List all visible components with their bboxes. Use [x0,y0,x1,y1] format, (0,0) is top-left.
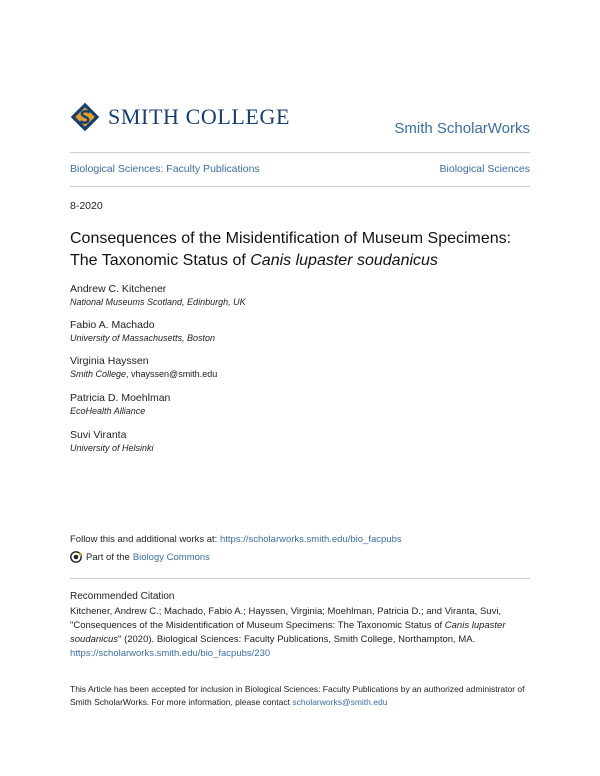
collection-link[interactable]: Biological Sciences: Faculty Publications [70,163,260,175]
author-entry [70,354,217,381]
part-of-prefix: Part of the [86,551,130,563]
logo-wordmark: SMITH COLLEGE [108,104,290,129]
author-affiliation: National Museums Scotland, Edinburgh, UK [70,297,246,307]
header-divider [70,152,530,153]
citation-part-1: Kitchener, Andrew C.; Machado, Fabio A.; Hayssen, Virginia; Moehlman, Patricia D.; and Viranta, Suvi, "Consequences of the Misidentification of Museum Specimens: The Taxonomic Status of [70,606,502,631]
follow-text: Follow this and additional works at: [70,534,220,545]
follow-line [70,534,402,545]
citation-divider [70,578,530,579]
author-affiliation: Smith College [70,369,127,379]
author-entry [70,428,154,455]
author-entry [70,318,215,345]
author-entry [70,282,246,309]
publication-date: 8-2020 [70,200,103,212]
author-name: Suvi Viranta [70,429,127,441]
footer-notice [70,683,530,709]
nav-divider [70,186,530,187]
author-affiliation-line [70,368,217,381]
title-line-2-prefix: The Taxonomic Status of [70,252,251,269]
author-name: Andrew C. Kitchener [70,283,167,295]
author-affiliation: EcoHealth Alliance [70,406,146,416]
citation-text [70,605,530,661]
title-line-1: Consequences of the Misidentification of Museum Specimens: [70,230,512,247]
contact-email-link[interactable]: scholarworks@smith.edu [292,697,388,707]
biology-commons-link[interactable]: Biology Commons [132,551,210,563]
title-species-name: Canis lupaster soudanicus [250,252,438,269]
footer-text: This Article has been accepted for inclusion in Biological Sciences: Faculty Publications by an authorized administrator of Smith ScholarWorks. For more information, please contact [70,684,525,707]
author-affiliation: University of Helsinki [70,443,154,453]
author-name: Virginia Hayssen [70,355,149,367]
recommended-citation-heading: Recommended Citation [70,591,175,602]
author-entry [70,391,170,418]
smith-college-logo[interactable] [70,97,290,137]
author-email: , vhayssen@smith.edu [126,369,218,379]
part-of-line [70,551,210,563]
citation-species-name: Canis lupaster soudanicus [70,620,506,645]
repository-name-link[interactable]: Smith ScholarWorks [394,120,530,137]
article-title [70,228,540,272]
department-link[interactable]: Biological Sciences [439,163,530,175]
network-commons-icon [70,551,82,563]
collection-url-link[interactable]: https://scholarworks.smith.edu/bio_facpubs [219,534,402,545]
smith-college-seal-icon [70,98,100,136]
citation-url-link[interactable]: https://scholarworks.smith.edu/bio_facpubs/230 [70,648,271,659]
author-name: Patricia D. Moehlman [70,392,171,404]
author-affiliation: University of Massachusetts, Boston [70,333,216,343]
author-name: Fabio A. Machado [70,319,155,331]
citation-part-2: " (2020). Biological Sciences: Faculty Publications, Smith College, Northampton, MA. [118,634,476,645]
